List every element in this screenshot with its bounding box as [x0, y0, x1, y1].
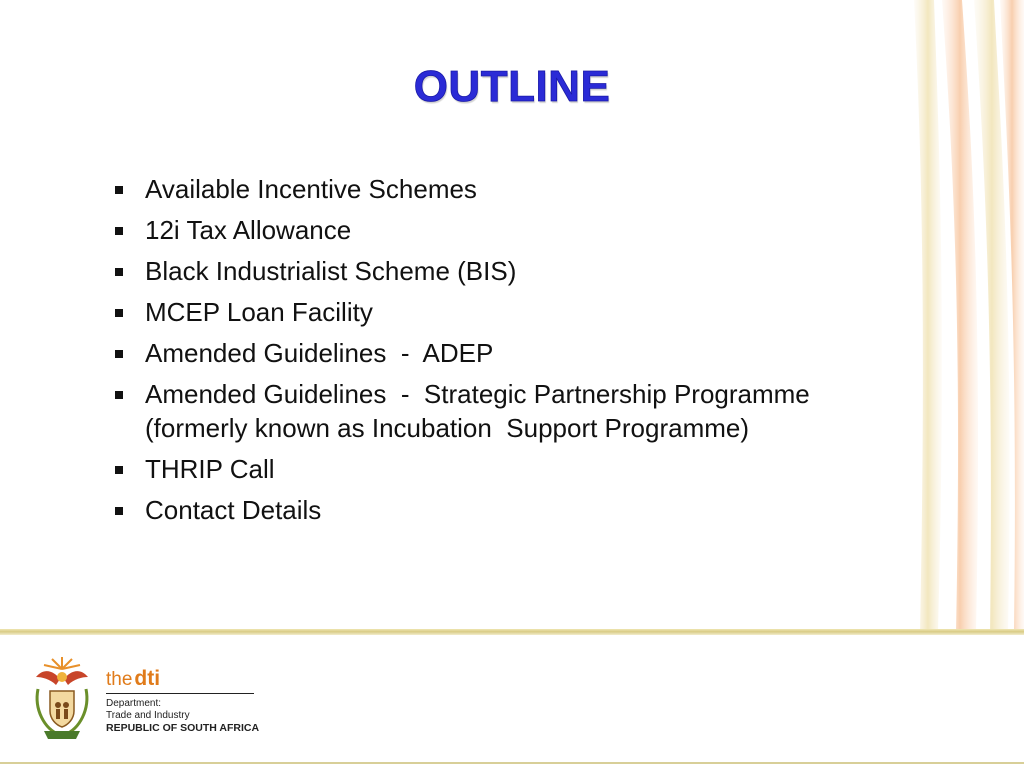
- list-item: Available Incentive Schemes: [112, 172, 902, 206]
- list-item: THRIP Call: [112, 452, 902, 486]
- bullet-square-icon: [115, 466, 123, 474]
- dti-logo: [106, 667, 160, 691]
- list-item: 12i Tax Allowance: [112, 213, 902, 247]
- bullet-square-icon: [115, 350, 123, 358]
- department-name: Department: Trade and Industry REPUBLIC OF SOUTH AFRICA: [106, 698, 260, 734]
- list-item: Amended Guidelines - ADEP: [112, 336, 902, 370]
- brand-the: the: [106, 669, 133, 690]
- brand-divider: [106, 693, 254, 694]
- outline-list: [112, 172, 902, 534]
- list-item: Black Industrialist Scheme (BIS): [112, 254, 902, 288]
- list-item: Amended Guidelines - Strategic Partnership Programme (formerly known as Incubation Support Programme): [112, 377, 902, 445]
- bullet-square-icon: [115, 507, 123, 515]
- bullet-square-icon: [115, 227, 123, 235]
- footer-divider: [0, 629, 1024, 635]
- list-item: MCEP Loan Facility: [112, 295, 902, 329]
- bottom-border: [0, 762, 1024, 764]
- bullet-square-icon: [115, 309, 123, 317]
- bullet-square-icon: [115, 268, 123, 276]
- bullet-square-icon: [115, 391, 123, 399]
- coat-of-arms-icon: [30, 655, 94, 741]
- bullet-square-icon: [115, 186, 123, 194]
- list-item: Contact Details: [112, 493, 902, 527]
- slide-title: OUTLINE: [413, 62, 611, 111]
- brand-dti: dti: [134, 667, 161, 690]
